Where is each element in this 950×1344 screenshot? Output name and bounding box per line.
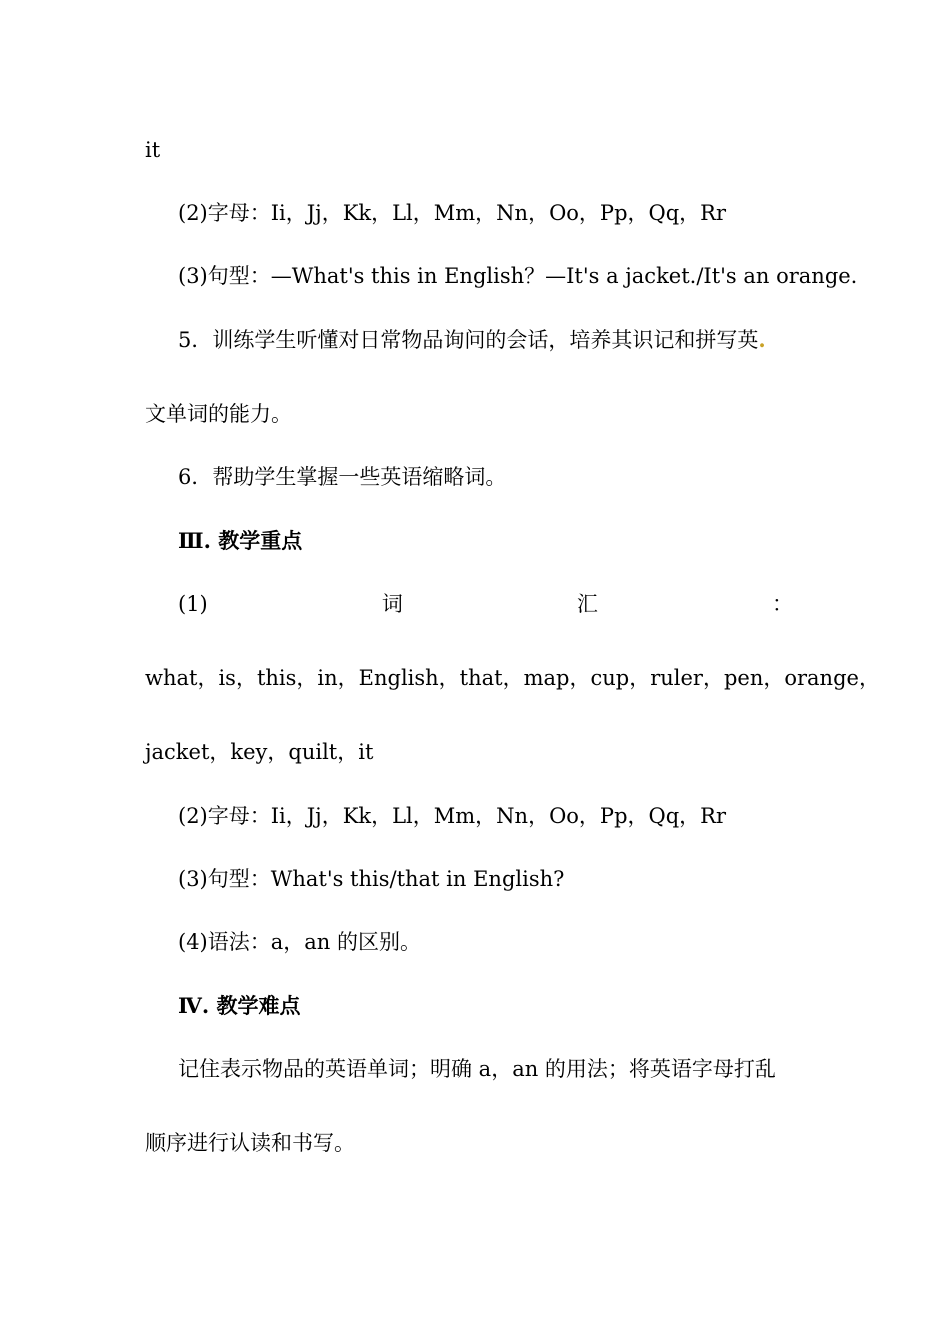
objective-5-line [178,326,838,354]
grammar-line: (4)语法：a，an 的区别。 [178,930,421,954]
vocab-char-1: 词 [381,592,403,616]
vocab-continuation-line: it [145,138,161,162]
difficulties-line: 记住表示物品的英语单词；明确 a，an 的用法；将英语字母打乱 [178,1057,776,1081]
objective-5-text: 5．训练学生听懂对日常物品询问的会话，培养其识记和拼写英 [178,328,759,352]
vocab-colon: ： [771,592,793,616]
letters-line-2: (2)字母：Ii，Jj，Kk，Ll，Mm，Nn，Oo，Pp，Qq，Rr [178,804,727,828]
vocabulary-words-line-2: jacket，key，quilt，it [145,740,374,764]
vocabulary-label-line [178,590,793,618]
section-heading-difficulties: Ⅳ. 教学难点 [178,993,301,1018]
objective-6-line: 6．帮助学生掌握一些英语缩略词。 [178,465,507,489]
letters-line: (2)字母：Ii，Jj，Kk，Ll，Mm，Nn，Oo，Pp，Qq，Rr [178,201,727,225]
vocab-char-2: 汇 [576,592,598,616]
sentence-pattern-line: (3)句型：—What's this in English？—It's a jacket./It's an orange. [178,264,858,288]
highlight-mark: . [758,327,766,352]
sentence-pattern-line-2: (3)句型：What's this/that in English? [178,867,565,891]
vocab-number: (1) [178,592,208,616]
vocabulary-words-line: what，is，this，in，English，that，map，cup，ruler，pen，orange， [145,666,880,690]
objective-5-continuation: 文单词的能力。 [145,402,292,426]
difficulties-continuation: 顺序进行认读和书写。 [145,1131,355,1155]
section-heading-key-points: Ⅲ. 教学重点 [178,528,303,553]
